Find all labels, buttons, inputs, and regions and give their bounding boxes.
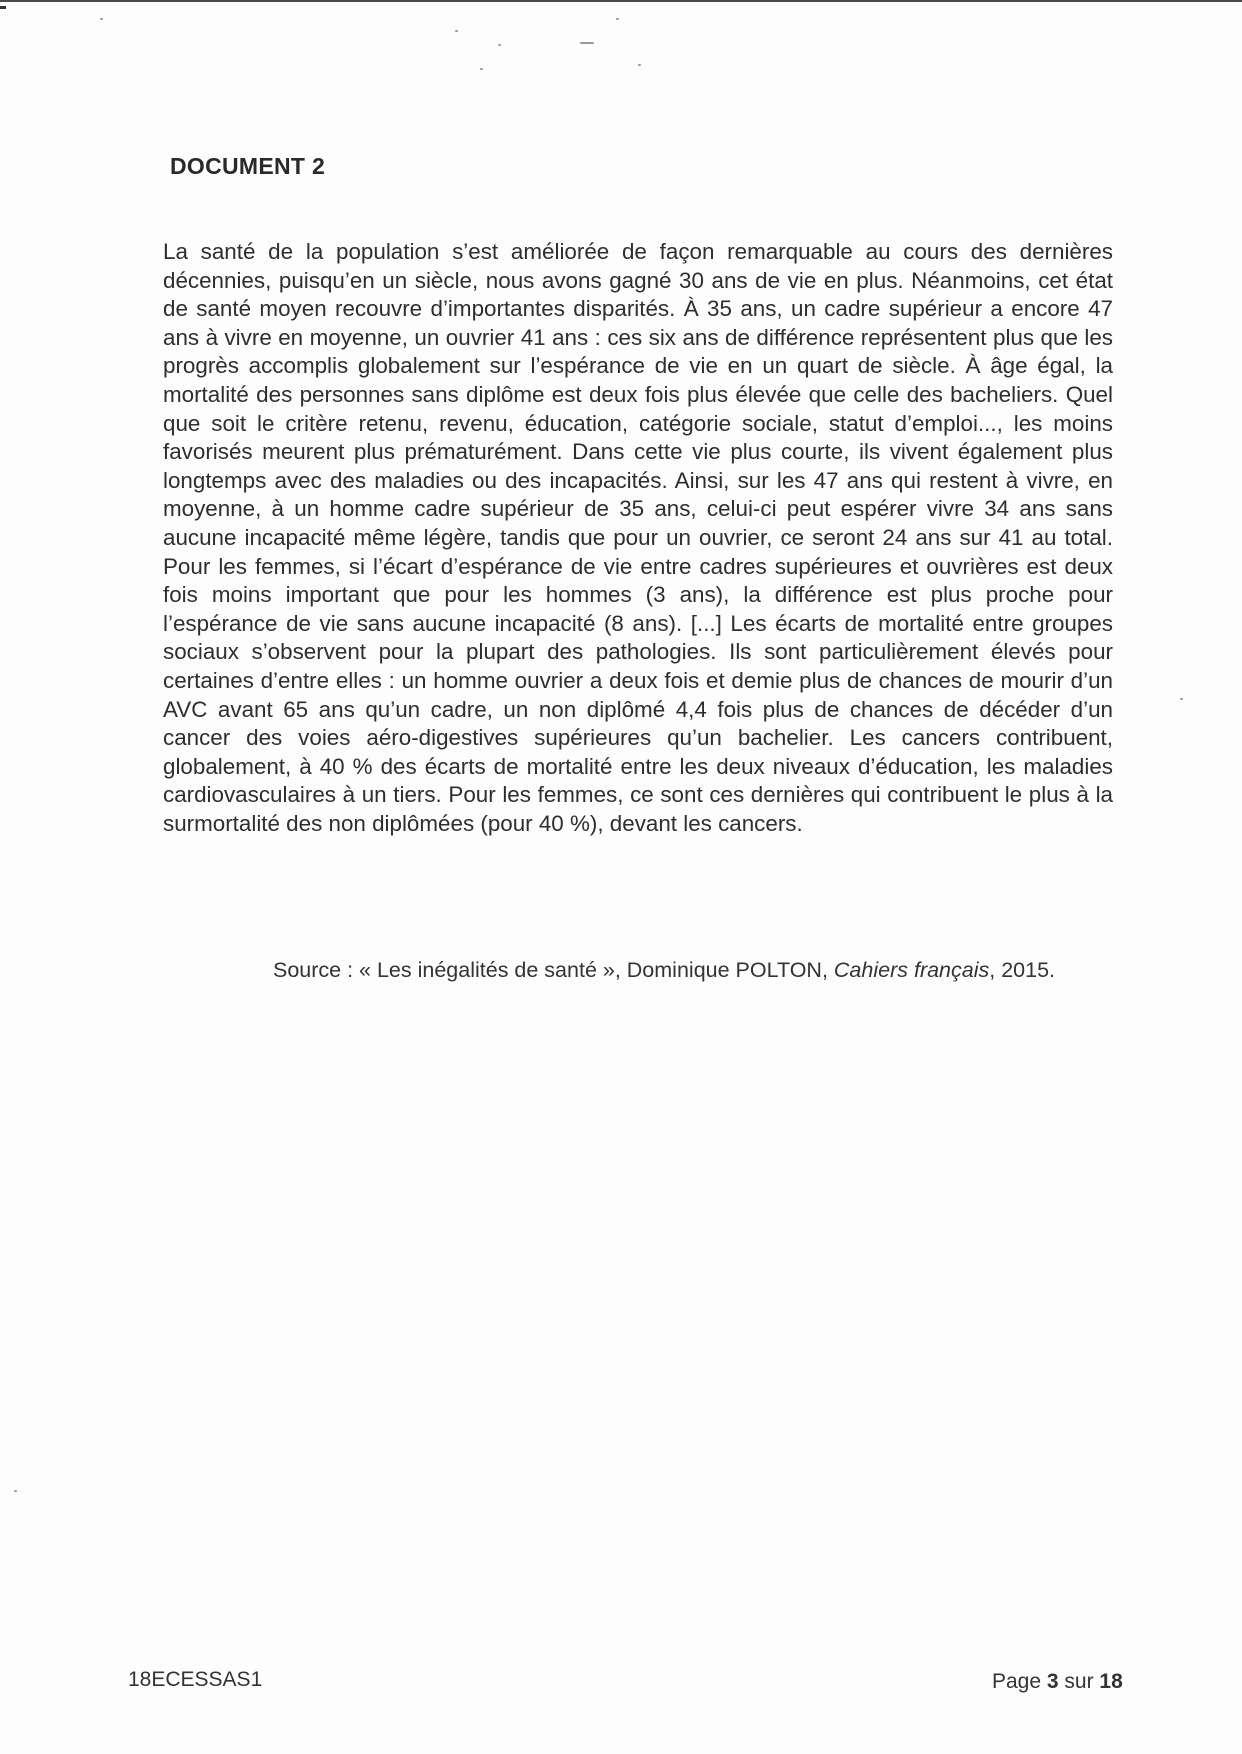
page-label: Page	[992, 1670, 1047, 1693]
scan-speck	[1180, 698, 1183, 700]
source-citation	[273, 958, 1055, 983]
source-publication: Cahiers français	[833, 958, 990, 982]
scan-speck	[480, 68, 483, 70]
scan-speck	[638, 64, 641, 66]
document-heading: DOCUMENT 2	[170, 153, 326, 179]
scan-speck	[616, 18, 619, 20]
scan-speck	[498, 44, 501, 46]
document-paragraph: La santé de la population s’est améliorée de façon remarquable au cours des dernières décennies, puisqu’en un siècle, nous avons gagné 30 ans de vie en plus. Néanmoins, cet état de santé moyen recouvre d’importantes disparités. À 35 ans, un cadre supérieur a encore 47 ans à vivre en moyenne, un ouvrier 41 ans : ces six ans de différence représentent plus que les progrès accomplis globalement sur l’espérance de vie en un quart de siècle. À âge égal, la mortalité des personnes sans diplôme est deux fois plus élevée que celle des bacheliers. Quel que soit le critère retenu, revenu, éducation, catégorie sociale, statut d’emploi..., les moins favorisés meurent plus prématurément. Dans cette vie plus courte, ils vivent également plus longtemps avec des maladies ou des incapacités. Ainsi, sur les 47 ans qui restent à vivre, en moyenne, à un homme cadre supérieur de 35 ans, celui-ci peut espérer vivre 34 ans sans aucune incapacité même légère, tandis que pour un ouvrier, ce seront 24 ans sur 41 au total. Pour les femmes, si l’écart d’espérance de vie entre cadres supérieures et ouvrières est deux fois moins important que pour les hommes (3 ans), la différence est plus proche pour l’espérance de vie sans aucune incapacité (8 ans). [...] Les écarts de mortalité entre groupes sociaux s’observent pour la plupart des pathologies. Ils sont particulièrement élevés pour certaines d’entre elles : un homme ouvrier a deux fois et demie plus de chances de mourir d’un AVC avant 65 ans qu’un cadre, un non diplômé 4,4 fois plus de chances de décéder d’un cancer des voies aéro-digestives supérieures qu’un bachelier. Les cancers contribuent, globalement, à 40 % des écarts de mortalité entre les deux niveaux d’éducation, les maladies cardiovasculaires à un tiers. Pour les femmes, ce sont ces dernières qui contribuent le plus à la surmortalité des non diplômées (pour 40 %), devant les cancers.	[163, 239, 1113, 836]
page-current: 3	[1046, 1670, 1059, 1693]
scan-mark	[0, 6, 6, 9]
scan-speck	[14, 1490, 17, 1492]
scan-speck	[100, 18, 103, 20]
scan-speck	[580, 42, 594, 44]
source-prefix: Source : « Les inégalités de santé », Dominique POLTON,	[273, 958, 834, 982]
page-indicator	[992, 1670, 1123, 1694]
scan-speck	[455, 30, 458, 32]
top-border-line	[0, 0, 1242, 2]
source-suffix: , 2015.	[989, 958, 1055, 982]
page-separator: sur	[1058, 1670, 1100, 1693]
page-total: 18	[1099, 1670, 1123, 1693]
footer-code: 18ECESSAS1	[128, 1668, 263, 1691]
